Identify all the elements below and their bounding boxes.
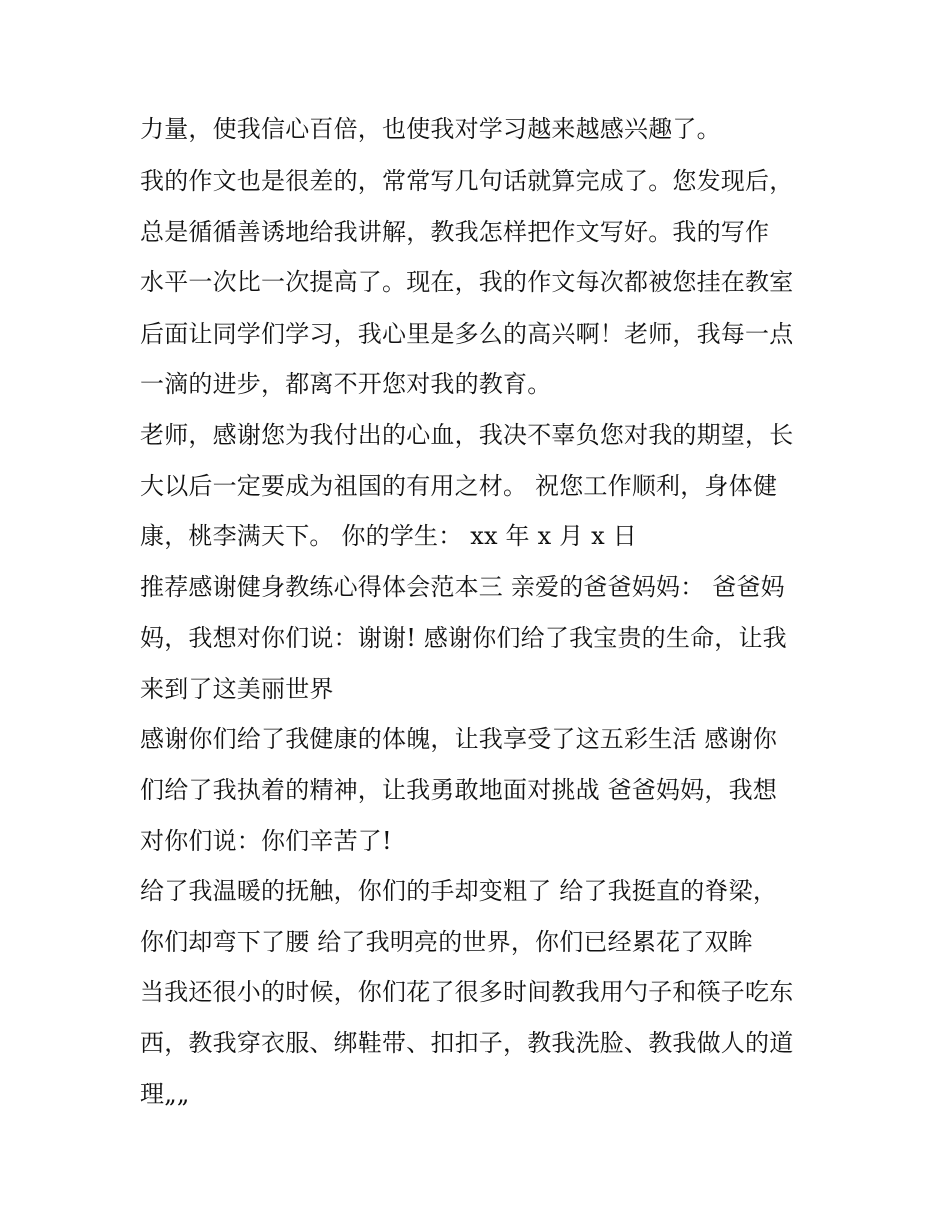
text-line: 总是循循善诱地给我讲解，教我怎样把作文写好。我的写作 (140, 218, 770, 246)
text-line: 西，教我穿衣服、绑鞋带、扣扣子，教我洗脸、教我做人的道 (140, 1029, 794, 1057)
text-line: 来到了这美丽世界 (140, 675, 334, 703)
text-line: 康，桃李满天下。 你的学生： xx 年 x 月 x 日 (140, 522, 637, 550)
text-line: 水平一次比一次提高了。现在，我的作文每次都被您挂在教室 (140, 268, 794, 296)
text-line: 妈，我想对你们说：谢谢! 感谢你们给了我宝贵的生命，让我 (140, 624, 787, 652)
text-line: 老师，感谢您为我付出的心血，我决不辜负您对我的期望，长 (140, 421, 794, 449)
text-line: 当我还很小的时候，你们花了很多时间教我用勺子和筷子吃东 (140, 978, 794, 1006)
text-line: 后面让同学们学习，我心里是多么的高兴啊！老师，我每一点 (140, 320, 794, 348)
text-line: 推荐感谢健身教练心得体会范本三 亲爱的爸爸妈妈： 爸爸妈 (140, 573, 785, 601)
text-line: 理„„ (140, 1080, 190, 1108)
text-line: 力量，使我信心百倍，也使我对学习越来越感兴趣了。 (140, 115, 721, 143)
text-line: 你们却弯下了腰 给了我明亮的世界，你们已经累花了双眸 (140, 928, 753, 956)
text-line: 感谢你们给了我健康的体魄，让我享受了这五彩生活 感谢你 (140, 725, 778, 753)
text-line: 们给了我执着的精神，让我勇敢地面对挑战 爸爸妈妈，我想 (140, 776, 778, 804)
text-line: 给了我温暖的抚触，你们的手却变粗了 给了我挺直的脊梁， (140, 877, 778, 905)
text-line: 我的作文也是很差的，常常写几句话就算完成了。您发现后， (140, 167, 794, 195)
text-line: 对你们说：你们辛苦了! (140, 827, 392, 855)
text-line: 一滴的进步，都离不开您对我的教育。 (140, 370, 552, 398)
text-line: 大以后一定要成为祖国的有用之材。 祝您工作顺利，身体健 (140, 472, 778, 500)
